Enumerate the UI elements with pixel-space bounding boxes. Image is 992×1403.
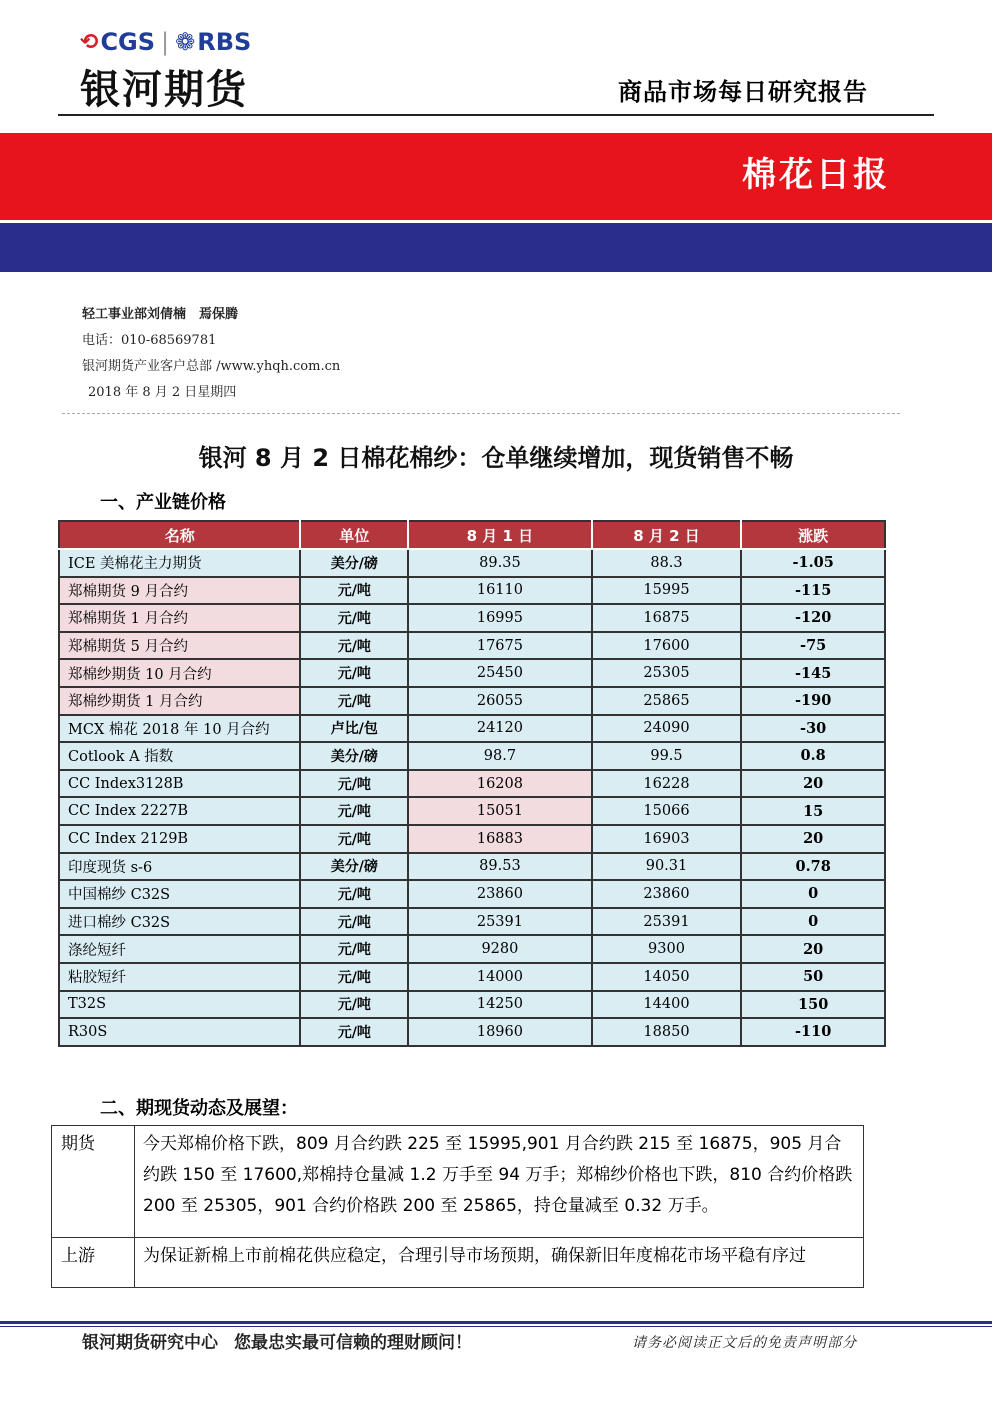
cell-name: CC Index3128B xyxy=(59,770,300,798)
cell-aug1: 16208 xyxy=(408,770,592,798)
phone-number: 电话：010-68569781 xyxy=(82,333,217,348)
cell-name: 涤纶短纤 xyxy=(59,935,300,963)
cell-change: -190 xyxy=(741,687,885,715)
logo-rbs-text: RBS xyxy=(197,28,252,56)
cell-aug2: 25865 xyxy=(592,687,742,715)
cell-aug2: 15995 xyxy=(592,577,742,605)
cell-name: MCX 棉花 2018 年 10 月合约 xyxy=(59,715,300,743)
upstream-label: 上游 xyxy=(52,1238,135,1288)
col-header-aug1: 8 月 1 日 xyxy=(408,521,592,549)
cell-unit: 元/吨 xyxy=(300,687,408,715)
table-row xyxy=(59,659,885,687)
banner-title: 棉花日报 xyxy=(742,155,890,195)
cell-aug2: 90.31 xyxy=(592,853,742,881)
cell-change: -75 xyxy=(741,632,885,660)
logo-cgs-text: CGS xyxy=(100,28,156,56)
footer-org: 银河期货研究中心 xyxy=(82,1333,218,1353)
cell-change: -30 xyxy=(741,715,885,743)
report-date: 2018 年 8 月 2 日星期四 xyxy=(88,385,237,400)
logo-divider: | xyxy=(161,28,170,56)
table-row xyxy=(59,1018,885,1046)
cell-name: 郑棉纱期货 1 月合约 xyxy=(59,687,300,715)
cell-unit: 元/吨 xyxy=(300,577,408,605)
cell-aug1: 16883 xyxy=(408,825,592,853)
cell-aug2: 16875 xyxy=(592,604,742,632)
cell-aug1: 15051 xyxy=(408,797,592,825)
cell-unit: 元/吨 xyxy=(300,880,408,908)
cell-name: 中国棉纱 C32S xyxy=(59,880,300,908)
table-row xyxy=(59,687,885,715)
cell-name: 进口棉纱 C32S xyxy=(59,908,300,936)
cell-name: ICE 美棉花主力期货 xyxy=(59,549,300,577)
cell-aug1: 89.35 xyxy=(408,549,592,577)
cell-aug2: 23860 xyxy=(592,880,742,908)
cell-aug1: 18960 xyxy=(408,1018,592,1046)
cell-aug1: 25391 xyxy=(408,908,592,936)
cell-change: -115 xyxy=(741,577,885,605)
cell-unit: 元/吨 xyxy=(300,770,408,798)
table-row xyxy=(59,825,885,853)
footer-disclaimer: 请务必阅读正文后的免责声明部分 xyxy=(632,1335,857,1351)
cell-name: T32S xyxy=(59,991,300,1019)
table-row xyxy=(59,715,885,743)
cell-aug2: 14050 xyxy=(592,963,742,991)
company-name: 银河期货 xyxy=(80,67,248,113)
company-logo xyxy=(80,28,251,115)
cell-change: 15 xyxy=(741,797,885,825)
col-header-change: 涨跌 xyxy=(741,521,885,549)
cell-unit: 美分/磅 xyxy=(300,549,408,577)
cell-aug2: 24090 xyxy=(592,715,742,743)
author-names: 轻工事业部刘倩楠 焉保腾 xyxy=(82,307,239,322)
author-info xyxy=(82,302,340,406)
cell-change: -120 xyxy=(741,604,885,632)
outlook-table xyxy=(51,1125,864,1288)
cell-unit: 美分/磅 xyxy=(300,742,408,770)
cell-aug1: 16995 xyxy=(408,604,592,632)
footer-divider xyxy=(0,1321,992,1324)
cell-aug2: 18850 xyxy=(592,1018,742,1046)
cell-aug1: 16110 xyxy=(408,577,592,605)
cell-aug1: 9280 xyxy=(408,935,592,963)
table-row xyxy=(59,908,885,936)
table-header-row xyxy=(59,521,885,549)
cell-change: 20 xyxy=(741,825,885,853)
cell-unit: 卢比/包 xyxy=(300,715,408,743)
cell-aug1: 14250 xyxy=(408,991,592,1019)
cell-unit: 元/吨 xyxy=(300,797,408,825)
cell-unit: 元/吨 xyxy=(300,632,408,660)
cell-name: Cotlook A 指数 xyxy=(59,742,300,770)
table-row xyxy=(59,935,885,963)
upstream-text: 为保证新棉上市前棉花供应稳定，合理引导市场预期，确保新旧年度棉花市场平稳有序过 xyxy=(135,1238,864,1288)
cell-unit: 元/吨 xyxy=(300,604,408,632)
footer-tagline: 您最忠实最可信赖的理财顾问！ xyxy=(234,1333,472,1353)
cell-aug2: 16903 xyxy=(592,825,742,853)
cell-aug1: 25450 xyxy=(408,659,592,687)
cell-change: -110 xyxy=(741,1018,885,1046)
cell-name: 粘胶短纤 xyxy=(59,963,300,991)
cell-aug2: 25305 xyxy=(592,659,742,687)
cell-aug2: 17600 xyxy=(592,632,742,660)
table-row xyxy=(59,797,885,825)
table-row xyxy=(59,632,885,660)
table-row xyxy=(59,991,885,1019)
cell-unit: 元/吨 xyxy=(300,908,408,936)
cell-change: 0 xyxy=(741,908,885,936)
cell-change: 20 xyxy=(741,770,885,798)
logo-brand-row xyxy=(80,28,251,56)
dashed-divider xyxy=(62,413,900,414)
cell-name: 郑棉期货 5 月合约 xyxy=(59,632,300,660)
section-title-prices: 一、产业链价格 xyxy=(100,492,226,513)
cell-aug1: 23860 xyxy=(408,880,592,908)
table-row xyxy=(59,742,885,770)
cell-change: 20 xyxy=(741,935,885,963)
cell-aug2: 88.3 xyxy=(592,549,742,577)
price-table xyxy=(58,520,886,1047)
cell-unit: 元/吨 xyxy=(300,1018,408,1046)
section-title-outlook: 二、期现货动态及展望： xyxy=(100,1098,298,1119)
table-row xyxy=(59,963,885,991)
cell-aug2: 15066 xyxy=(592,797,742,825)
cell-aug1: 17675 xyxy=(408,632,592,660)
footer-divider-thin xyxy=(0,1326,992,1327)
website-link[interactable]: 银河期货产业客户总部 /www.yhqh.com.cn xyxy=(82,359,341,374)
col-header-aug2: 8 月 2 日 xyxy=(592,521,742,549)
cell-name: CC Index 2227B xyxy=(59,797,300,825)
cell-aug2: 99.5 xyxy=(592,742,742,770)
col-header-name: 名称 xyxy=(59,521,300,549)
table-row xyxy=(59,853,885,881)
cell-name: 郑棉纱期货 10 月合约 xyxy=(59,659,300,687)
cell-name: 印度现货 s-6 xyxy=(59,853,300,881)
header-divider xyxy=(58,114,934,116)
cell-aug1: 26055 xyxy=(408,687,592,715)
cell-aug2: 14400 xyxy=(592,991,742,1019)
table-row xyxy=(59,604,885,632)
cell-name: R30S xyxy=(59,1018,300,1046)
footer-slogan xyxy=(82,1328,472,1353)
futures-text: 今天郑棉价格下跌，809 月合约跌 225 至 15995,901 月合约跌 215 至 16875，905 月合约跌 150 至 17600,郑棉持仓量减 1.2 万手至 94 万手；郑棉纱价格也下跌，810 合约价格跌 200 至 25305，901 合约价格跌 200 至 25865，持仓量减至 0.32 万手。 xyxy=(135,1126,864,1238)
cell-aug1: 24120 xyxy=(408,715,592,743)
table-row xyxy=(59,577,885,605)
cell-unit: 元/吨 xyxy=(300,963,408,991)
table-row xyxy=(59,549,885,577)
cell-aug2: 16228 xyxy=(592,770,742,798)
table-row xyxy=(52,1238,864,1288)
cell-unit: 元/吨 xyxy=(300,935,408,963)
col-header-unit: 单位 xyxy=(300,521,408,549)
cell-change: 0 xyxy=(741,880,885,908)
article-title: 银河 8 月 2 日棉花棉纱：仓单继续增加，现货销售不畅 xyxy=(198,444,794,472)
cell-change: 0.8 xyxy=(741,742,885,770)
cell-aug1: 14000 xyxy=(408,963,592,991)
table-row xyxy=(59,880,885,908)
cgs-swirl-icon: ⟲ xyxy=(80,29,99,55)
banner-red xyxy=(0,133,992,220)
cell-unit: 美分/磅 xyxy=(300,853,408,881)
table-row xyxy=(59,770,885,798)
cell-change: -1.05 xyxy=(741,549,885,577)
cell-change: 150 xyxy=(741,991,885,1019)
cell-name: 郑棉期货 1 月合约 xyxy=(59,604,300,632)
futures-label: 期货 xyxy=(52,1126,135,1238)
cell-name: CC Index 2129B xyxy=(59,825,300,853)
table-row xyxy=(52,1126,864,1238)
cell-change: 50 xyxy=(741,963,885,991)
cell-aug1: 98.7 xyxy=(408,742,592,770)
rbs-daisy-icon: ❁ xyxy=(175,28,196,56)
cell-unit: 元/吨 xyxy=(300,991,408,1019)
cell-change: -145 xyxy=(741,659,885,687)
cell-change: 0.78 xyxy=(741,853,885,881)
cell-unit: 元/吨 xyxy=(300,825,408,853)
cell-aug2: 9300 xyxy=(592,935,742,963)
cell-name: 郑棉期货 9 月合约 xyxy=(59,577,300,605)
cell-aug1: 89.53 xyxy=(408,853,592,881)
report-type-title: 商品市场每日研究报告 xyxy=(618,78,868,106)
cell-unit: 元/吨 xyxy=(300,659,408,687)
banner-blue xyxy=(0,223,992,272)
cell-aug2: 25391 xyxy=(592,908,742,936)
